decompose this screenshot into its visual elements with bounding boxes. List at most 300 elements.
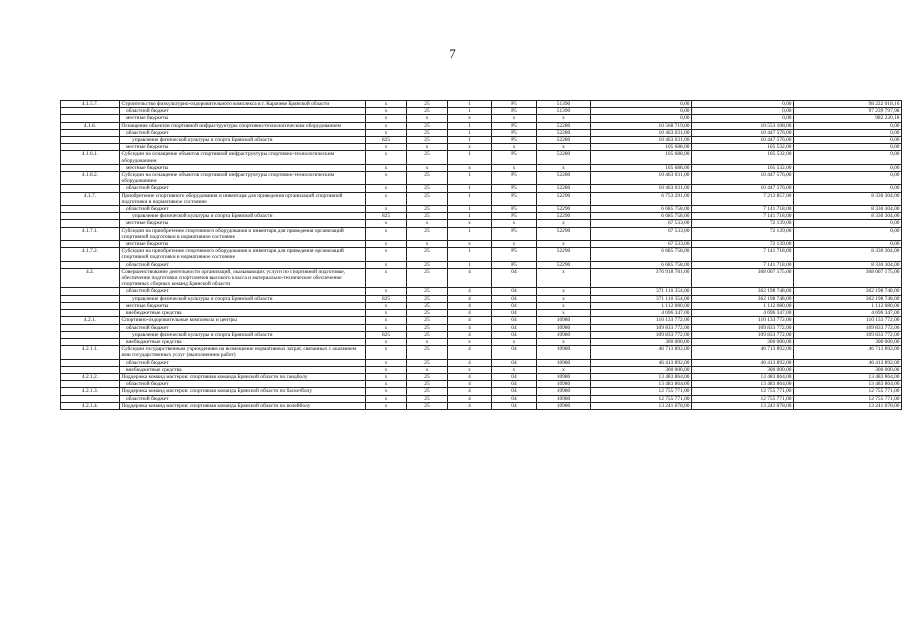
row-code-subprogram: 1 [448,206,492,213]
row-code-program: x [407,115,448,122]
table-row [61,213,902,220]
row-number: 4.1.5.7. [61,101,120,108]
table-row [61,192,902,205]
table-row [61,172,902,185]
row-code-program: 25 [407,310,448,317]
row-amount-1: 12 755 771,00 [591,388,692,395]
row-code-project: P5 [492,108,537,115]
row-code-program: 25 [407,302,448,309]
row-code-direction: 10980 [537,388,591,395]
row-code-admin: x [366,268,407,288]
row-code-subprogram: 1 [448,151,492,164]
row-code-direction: x [537,268,591,288]
row-number: 4.2.1.3. [61,388,120,395]
row-name: областной бюджет [120,185,366,192]
row-amount-3: 0,00 [794,185,902,192]
row-code-project: 04 [492,302,537,309]
row-amount-2: 0,00 [692,101,794,108]
row-code-project: 04 [492,381,537,388]
row-code-program: 25 [407,261,448,268]
row-code-program: x [407,366,448,373]
row-code-admin: x [366,144,407,151]
row-code-project: P5 [492,185,537,192]
row-code-direction: x [537,295,591,302]
row-amount-1: 10 463 031,00 [591,172,692,185]
row-amount-3: 8 330 304,00 [794,206,902,213]
row-code-subprogram: x [448,220,492,227]
row-code-program: 25 [407,108,448,115]
row-code-program: 25 [407,359,448,366]
row-code-admin: x [366,288,407,295]
row-code-program: x [407,164,448,171]
row-amount-3: 0,00 [794,137,902,144]
row-amount-1: 6 753 291,00 [591,192,692,205]
row-amount-1: 0,00 [591,115,692,122]
row-code-project: 04 [492,317,537,324]
row-amount-1: 6 685 758,00 [591,248,692,261]
row-code-program: 25 [407,129,448,136]
row-code-project: 04 [492,295,537,302]
row-amount-1: 109 833 772,00 [591,331,692,338]
row-code-subprogram: 1 [448,185,492,192]
row-amount-2: 7 213 857,00 [692,192,794,205]
table-row [61,268,902,288]
row-amount-3: 300 000,00 [794,366,902,373]
row-code-direction: 10980 [537,395,591,402]
row-name: областной бюджет [120,395,366,402]
row-amount-3: 98 222 018,16 [794,101,902,108]
row-number [61,324,120,331]
row-code-admin: x [366,151,407,164]
row-code-admin: x [366,310,407,317]
row-name: местные бюджеты [120,115,366,122]
row-code-subprogram: 1 [448,129,492,136]
row-number: 4.1.6.1. [61,151,120,164]
row-code-direction: x [537,310,591,317]
row-code-project: P5 [492,122,537,129]
table-row [61,331,902,338]
row-amount-1: 46 413 892,00 [591,359,692,366]
row-code-project: 04 [492,388,537,395]
row-amount-2: 12 755 771,00 [692,388,794,395]
table-row [61,310,902,317]
table-row [61,108,902,115]
row-code-program: 25 [407,248,448,261]
row-amount-2: 105 532,00 [692,144,794,151]
row-code-project: 04 [492,331,537,338]
row-code-program: x [407,241,448,248]
row-code-subprogram: 1 [448,137,492,144]
row-amount-1: 109 833 772,00 [591,324,692,331]
row-amount-2: 300 000,00 [692,366,794,373]
row-code-program: x [407,220,448,227]
row-code-program: 25 [407,185,448,192]
row-code-project: x [492,220,537,227]
row-code-project: x [492,366,537,373]
row-amount-3: 362 198 748,00 [794,295,902,302]
row-code-program: 25 [407,331,448,338]
row-code-project: P5 [492,129,537,136]
table-row [61,101,902,108]
row-amount-2: 46 413 892,00 [692,359,794,366]
row-code-admin: 825 [366,295,407,302]
row-number [61,220,120,227]
row-code-admin: x [366,115,407,122]
row-code-direction: 52290 [537,213,591,220]
row-code-direction: 52280 [537,185,591,192]
table-row [61,324,902,331]
row-code-direction: 52280 [537,129,591,136]
row-amount-1: 6 685 758,00 [591,206,692,213]
row-code-direction: x [537,338,591,345]
row-code-direction: 10980 [537,346,591,359]
row-code-project: 04 [492,268,537,288]
row-name: внебюджетные средства [120,310,366,317]
row-code-admin: x [366,324,407,331]
row-name: Поддержка команд мастеров: спортивная команда Брянской области по гандболу [120,373,366,380]
row-code-direction: 52280 [537,172,591,185]
row-amount-2: 10 553 108,00 [692,122,794,129]
row-code-program: 25 [407,122,448,129]
row-amount-1: 67 533,00 [591,241,692,248]
row-code-direction: 10980 [537,331,591,338]
table-row [61,185,902,192]
row-amount-3: 362 198 748,00 [794,288,902,295]
row-code-subprogram: 4 [448,302,492,309]
row-name: областной бюджет [120,288,366,295]
row-amount-3: 97 239 797,98 [794,108,902,115]
table-row [61,402,902,409]
row-code-direction: 51390 [537,101,591,108]
row-number: 4.2.1. [61,317,120,324]
row-amount-3: 0,00 [794,122,902,129]
table-row [61,373,902,380]
row-amount-2: 72 139,00 [692,241,794,248]
row-code-program: x [407,338,448,345]
row-code-subprogram: 1 [448,108,492,115]
row-name: местные бюджеты [120,241,366,248]
row-code-direction: 52280 [537,137,591,144]
row-code-project: 04 [492,359,537,366]
table-row [61,129,902,136]
row-code-subprogram: 4 [448,373,492,380]
row-amount-1: 105 688,00 [591,164,692,171]
row-amount-2: 0,00 [692,115,794,122]
row-amount-2: 10 447 576,00 [692,185,794,192]
table-row [61,288,902,295]
table-row [61,206,902,213]
table-row [61,261,902,268]
row-code-project: 04 [492,373,537,380]
row-amount-1: 371 110 354,00 [591,288,692,295]
row-number [61,395,120,402]
row-code-project: 04 [492,310,537,317]
row-amount-1: 371 110 354,00 [591,295,692,302]
row-code-subprogram: 1 [448,227,492,240]
row-code-subprogram: x [448,115,492,122]
row-number: 4.1.7.1. [61,227,120,240]
row-amount-2: 368 007 175,00 [692,268,794,288]
row-number [61,288,120,295]
row-code-subprogram: 1 [448,172,492,185]
row-code-program: 25 [407,381,448,388]
row-code-admin: x [366,366,407,373]
row-name: внебюджетные средства [120,338,366,345]
table-row [61,359,902,366]
row-amount-1: 105 688,00 [591,144,692,151]
row-code-admin: x [366,373,407,380]
row-name: управление физической культуры и спорта Брянской области [120,137,366,144]
budget-table [60,100,902,410]
row-code-direction: 52290 [537,192,591,205]
row-code-direction: 10980 [537,373,591,380]
row-amount-2: 10 447 576,00 [692,172,794,185]
row-amount-3: 13 241 078,00 [794,402,902,409]
row-code-subprogram: 1 [448,101,492,108]
row-code-program: 25 [407,172,448,185]
row-name: местные бюджеты [120,220,366,227]
row-amount-1: 4 696 347,00 [591,310,692,317]
row-amount-2: 12 755 771,00 [692,395,794,402]
row-amount-2: 13 483 864,00 [692,381,794,388]
row-number [61,115,120,122]
row-code-direction: 52290 [537,248,591,261]
row-amount-3: 0,00 [794,164,902,171]
row-code-project: 04 [492,324,537,331]
row-code-project: P5 [492,101,537,108]
table-row [61,164,902,171]
row-code-project: x [492,164,537,171]
table-row [61,115,902,122]
row-name: Совершенствование деятельности организаций, оказывающих услуги по спортивной подготовке, обеспечение подготовки спортсменов высокого класса и материально-техническое обеспечение спортивных сборных команд Брянской области [120,268,366,288]
row-code-subprogram: x [448,164,492,171]
table-row [61,295,902,302]
row-code-admin: x [366,129,407,136]
row-number: 4.1.7.2. [61,248,120,261]
row-code-subprogram: 4 [448,268,492,288]
row-amount-1: 0,00 [591,101,692,108]
row-number: 4.2. [61,268,120,288]
row-amount-1: 10 463 031,00 [591,185,692,192]
row-code-direction: 52290 [537,206,591,213]
row-name: областной бюджет [120,359,366,366]
row-amount-3: 0,00 [794,172,902,185]
row-amount-3: 0,00 [794,129,902,136]
row-code-program: 25 [407,317,448,324]
row-code-project: x [492,241,537,248]
row-number [61,108,120,115]
row-number [61,213,120,220]
row-number [61,381,120,388]
row-code-subprogram: 4 [448,288,492,295]
row-code-admin: x [366,172,407,185]
row-number [61,338,120,345]
table-body [61,101,902,410]
row-name: областной бюджет [120,108,366,115]
row-code-admin: x [366,261,407,268]
row-code-program: 25 [407,268,448,288]
row-code-direction: 10980 [537,359,591,366]
row-code-admin: 825 [366,137,407,144]
row-code-subprogram: 4 [448,381,492,388]
row-amount-2: 10 447 576,00 [692,129,794,136]
row-code-project: 04 [492,346,537,359]
row-code-project: P5 [492,206,537,213]
row-amount-2: 300 000,00 [692,338,794,345]
row-number [61,331,120,338]
row-amount-1: 105 688,00 [591,151,692,164]
row-code-subprogram: 4 [448,395,492,402]
row-code-admin: x [366,185,407,192]
row-amount-3: 12 755 771,00 [794,388,902,395]
row-number: 4.1.6. [61,122,120,129]
row-amount-1: 67 533,00 [591,220,692,227]
row-code-direction: x [537,241,591,248]
row-code-program: 25 [407,101,448,108]
row-amount-3: 110 133 772,00 [794,317,902,324]
table-row [61,151,902,164]
row-code-direction: x [537,302,591,309]
row-name: Оснащение объектов спортивной инфраструктуры спортивно-технологическим оборудованием [120,122,366,129]
row-code-direction: 52280 [537,122,591,129]
row-amount-3: 0,00 [794,144,902,151]
row-code-program: 25 [407,402,448,409]
table-row [61,302,902,309]
row-number: 4.2.1.1. [61,346,120,359]
row-code-program: 25 [407,388,448,395]
row-code-direction: x [537,220,591,227]
row-amount-2: 10 447 576,00 [692,137,794,144]
row-amount-2: 46 713 892,00 [692,346,794,359]
row-code-subprogram: x [448,338,492,345]
row-code-admin: 825 [366,213,407,220]
row-amount-1: 10 568 719,00 [591,122,692,129]
row-code-subprogram: x [448,144,492,151]
row-code-program: 25 [407,192,448,205]
row-number [61,137,120,144]
row-code-subprogram: 4 [448,310,492,317]
row-name: Субсидии государственным учреждениям на возмещение нормативных затрат, связанных с оказанием ими государственных услуг (выполнением работ) [120,346,366,359]
row-code-admin: x [366,220,407,227]
table-row [61,144,902,151]
row-name: Субсидии на приобретение спортивного оборудования и инвентаря для приведения организаций спортивной подготовки в нормативное состояние [120,248,366,261]
row-amount-2: 105 532,00 [692,151,794,164]
table-row [61,122,902,129]
row-code-subprogram: x [448,366,492,373]
row-amount-3: 0,00 [794,227,902,240]
row-amount-1: 6 685 758,00 [591,261,692,268]
row-code-admin: x [366,108,407,115]
row-name: областной бюджет [120,324,366,331]
row-name: Строительство физкультурно-оздоровительного комплекса в г. Карачеве Брянской области [120,101,366,108]
row-amount-1: 13 483 864,00 [591,381,692,388]
row-code-admin: x [366,317,407,324]
row-code-admin: x [366,381,407,388]
row-code-subprogram: x [448,241,492,248]
row-code-subprogram: 4 [448,359,492,366]
row-number [61,129,120,136]
row-amount-3: 0,00 [794,151,902,164]
row-code-subprogram: 1 [448,192,492,205]
row-name: внебюджетные средства [120,366,366,373]
row-code-admin: x [366,122,407,129]
row-number [61,302,120,309]
row-amount-3: 13 483 864,00 [794,373,902,380]
row-code-admin: x [366,346,407,359]
row-amount-1: 67 533,00 [591,227,692,240]
row-amount-3: 13 483 864,00 [794,381,902,388]
row-code-subprogram: 1 [448,248,492,261]
table-row [61,227,902,240]
row-code-program: 25 [407,373,448,380]
row-code-direction: 52290 [537,227,591,240]
row-number: 4.2.1.2. [61,373,120,380]
row-name: областной бюджет [120,129,366,136]
row-name: местные бюджеты [120,164,366,171]
row-name: управление физической культуры и спорта Брянской области [120,331,366,338]
row-amount-3: 4 696 347,00 [794,310,902,317]
row-code-direction: 10980 [537,317,591,324]
row-code-project: 04 [492,288,537,295]
row-amount-2: 7 141 718,00 [692,213,794,220]
row-amount-2: 105 532,00 [692,164,794,171]
row-code-project: P5 [492,227,537,240]
row-code-admin: x [366,302,407,309]
row-code-subprogram: 1 [448,122,492,129]
row-name: Спортивно-оздоровительные комплексы и центры [120,317,366,324]
table-row [61,248,902,261]
row-amount-1: 6 685 758,00 [591,213,692,220]
row-amount-2: 7 141 718,00 [692,248,794,261]
row-code-admin: x [366,388,407,395]
row-number [61,310,120,317]
row-code-direction: 52290 [537,261,591,268]
row-code-direction: 10980 [537,324,591,331]
table-row [61,241,902,248]
row-number [61,185,120,192]
row-amount-3: 0,00 [794,241,902,248]
row-amount-1: 13 483 864,00 [591,373,692,380]
table-row [61,137,902,144]
row-number [61,359,120,366]
row-amount-2: 109 833 772,00 [692,324,794,331]
row-amount-3: 12 755 771,00 [794,395,902,402]
table-row [61,395,902,402]
row-name: областной бюджет [120,381,366,388]
row-amount-3: 109 833 772,00 [794,331,902,338]
row-code-direction: x [537,288,591,295]
row-code-program: 25 [407,288,448,295]
row-code-admin: x [366,248,407,261]
row-amount-1: 1 112 080,00 [591,302,692,309]
table-row [61,317,902,324]
row-amount-1: 12 755 771,00 [591,395,692,402]
row-amount-1: 10 463 031,00 [591,129,692,136]
row-code-project: P5 [492,261,537,268]
row-code-subprogram: 1 [448,213,492,220]
row-name: местные бюджеты [120,302,366,309]
row-name: областной бюджет [120,261,366,268]
row-code-program: x [407,144,448,151]
row-code-admin: x [366,206,407,213]
row-code-admin: x [366,101,407,108]
row-code-subprogram: 4 [448,317,492,324]
row-amount-1: 376 918 781,00 [591,268,692,288]
row-code-project: 04 [492,395,537,402]
row-code-admin: 825 [366,331,407,338]
table-row [61,381,902,388]
row-amount-2: 4 696 347,00 [692,310,794,317]
